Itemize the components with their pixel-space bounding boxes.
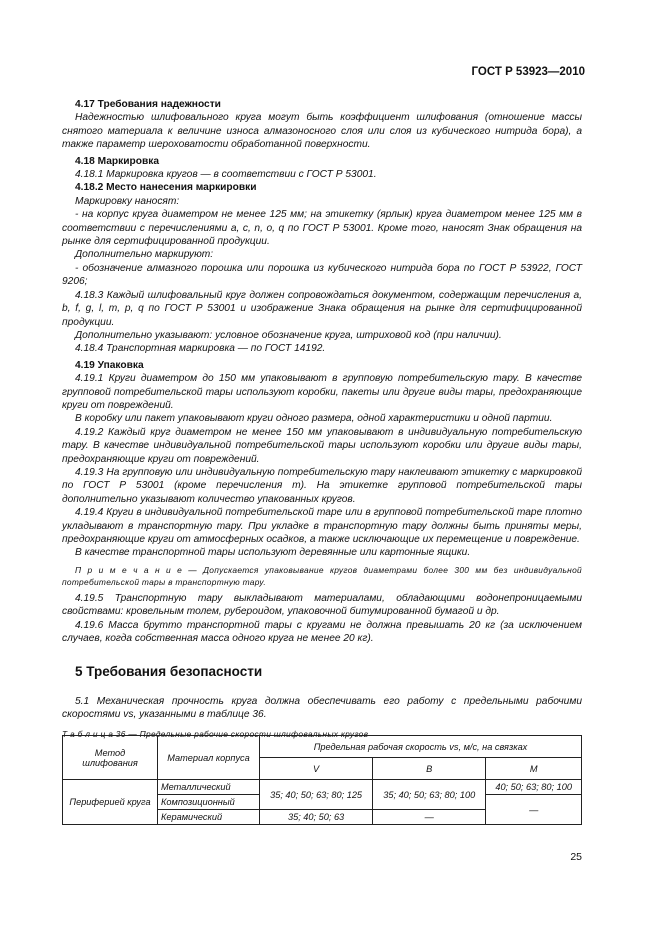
paragraph: 4.18.3 Каждый шлифовальный круг должен сопровождаться документом, содержащим перечисления a, b, f, g, l, m, p, q по ГОСТ Р 53001 и изображение Знака обращения на рынке для сертифицированной продукции. xyxy=(62,289,582,328)
paragraph: - обозначение алмазного порошка или порошка из кубического нитрида бора по ГОСТ Р 53922, ГОСТ 9206; xyxy=(62,262,582,288)
paragraph: 4.18.1 Маркировка кругов — в соответствии с ГОСТ Р 53001. xyxy=(75,169,377,181)
value-cell: 35; 40; 50; 63 xyxy=(260,810,373,825)
section-4-18-title: 4.18 Маркировка xyxy=(75,155,159,167)
paragraph: 4.19.1 Круги диаметром до 150 мм упаковывают в групповую потребительскую тару. В качестве групповой потребительской тары используют коробки, пакеты или другие виды тары, предохраняющие круги от повреждений. xyxy=(62,373,582,411)
note: П р и м е ч а н и е — Допускается упаковывание кругов диаметрами более 300 мм без индивидуальной потребительской тары в транспортную тару. xyxy=(62,564,582,587)
paragraph: 4.19.2 Каждый круг диаметром не менее 150 мм упаковывают в индивидуальную потребительскую тару. В качестве индивидуальной потребительской тары используют коробки или другие виды тары, предохраняющие круги от повреждений. xyxy=(62,426,582,465)
paragraph: 4.18.4 Транспортная маркировка — по ГОСТ 14192. xyxy=(75,343,326,355)
paragraph: 4.19.6 Масса брутто транспортной тары с кругами не должна превышать 20 кг (за исключением случаев, когда собственная масса одного круга не менее 20 кг). xyxy=(62,619,582,645)
subsection-title: 4.18.2 Место нанесения маркировки xyxy=(75,182,257,194)
value-cell: 35; 40; 50; 63; 80; 125 xyxy=(260,780,373,810)
material-cell: Композиционный xyxy=(158,795,260,810)
paragraph: Дополнительно указывают: условное обозначение круга, штриховой код (при наличии). xyxy=(75,329,502,341)
header-bond-b: B xyxy=(373,758,486,780)
page-number: 25 xyxy=(570,851,582,863)
value-cell: 40; 50; 63; 80; 100 xyxy=(486,780,582,795)
material-cell: Керамический xyxy=(158,810,260,825)
table-caption: Т а б л и ц а 36 — Предельные рабочие скорости шлифовальных кругов xyxy=(62,728,369,739)
paragraph: 4.19.3 На групповую или индивидуальную потребительскую тару наклеивают этикетку с маркировкой по ГОСТ Р 53001 (кроме перечисления m). На этикетке групповой потребительской тары дополнительно указывают количество упакованных кругов. xyxy=(62,466,582,505)
paragraph: - на корпус круга диаметром не менее 125 мм; на этикетку (ярлык) круга диаметром менее 125 мм в соответствии с перечислениями a, c, n, o, q по ГОСТ Р 53001. Кроме того, наносят Знак обращения на рынке для сертифицированной продукции. xyxy=(62,209,582,248)
value-cell: — xyxy=(486,795,582,825)
section-4-17-title: 4.17 Требования надежности xyxy=(75,99,221,110)
value-cell: — xyxy=(373,810,486,825)
paragraph: Надежностью шлифовального круга могут быть коэффициент шлифования (отношение массы снятого материала к величине износа алмазоносного слоя или слоя из кубического нитрида бора), а также параметр шероховатости обработанной поверхности. xyxy=(62,112,582,151)
header-bond-m: M xyxy=(486,758,582,780)
main-text xyxy=(62,95,582,741)
paragraph: Маркировку наносят: xyxy=(75,195,180,207)
paragraph: В качестве транспортной тары используют деревянные или картонные ящики. xyxy=(75,547,471,559)
section-5-title: 5 Требования безопасности xyxy=(75,664,263,680)
header-method: Метод шлифования xyxy=(63,736,158,780)
document-id: ГОСТ Р 53923—2010 xyxy=(471,66,585,78)
section-4-19-title: 4.19 Упаковка xyxy=(75,359,144,371)
paragraph: 5.1 Механическая прочность круга должна обеспечивать его работу с предельными рабочими скоростями vs, указанными в таблице 36. xyxy=(62,695,582,721)
value-cell: 35; 40; 50; 63; 80; 100 xyxy=(373,780,486,810)
material-cell: Металлический xyxy=(158,780,260,795)
paragraph: Дополнительно маркируют: xyxy=(75,249,214,261)
header-material: Материал корпуса xyxy=(158,736,260,780)
paragraph: 4.19.4 Круги в индивидуальной потребительской таре или в групповой потребительской таре плотно укладывают в транспортную тару. При укладке в транспортную тару должны быть приняты меры, предохраняющие круги от атмосферных осадков, а также исключающие их перемещение и повреждение. xyxy=(62,507,582,545)
header-bond-v: V xyxy=(260,758,373,780)
paragraph: В коробку или пакет упаковывают круги одного размера, одной характеристики и одной партии. xyxy=(75,413,553,425)
method-cell: Периферией круга xyxy=(63,780,158,825)
paragraph: 4.19.5 Транспортную тару выкладывают материалами, обладающими водонепроницаемыми свойствами: кровельным толем, рубероидом, упаковочной битумированной бумагой и др. xyxy=(62,592,582,618)
header-speed: Предельная рабочая скорость vs, м/с, на связках xyxy=(260,736,582,758)
speed-table xyxy=(62,735,582,825)
